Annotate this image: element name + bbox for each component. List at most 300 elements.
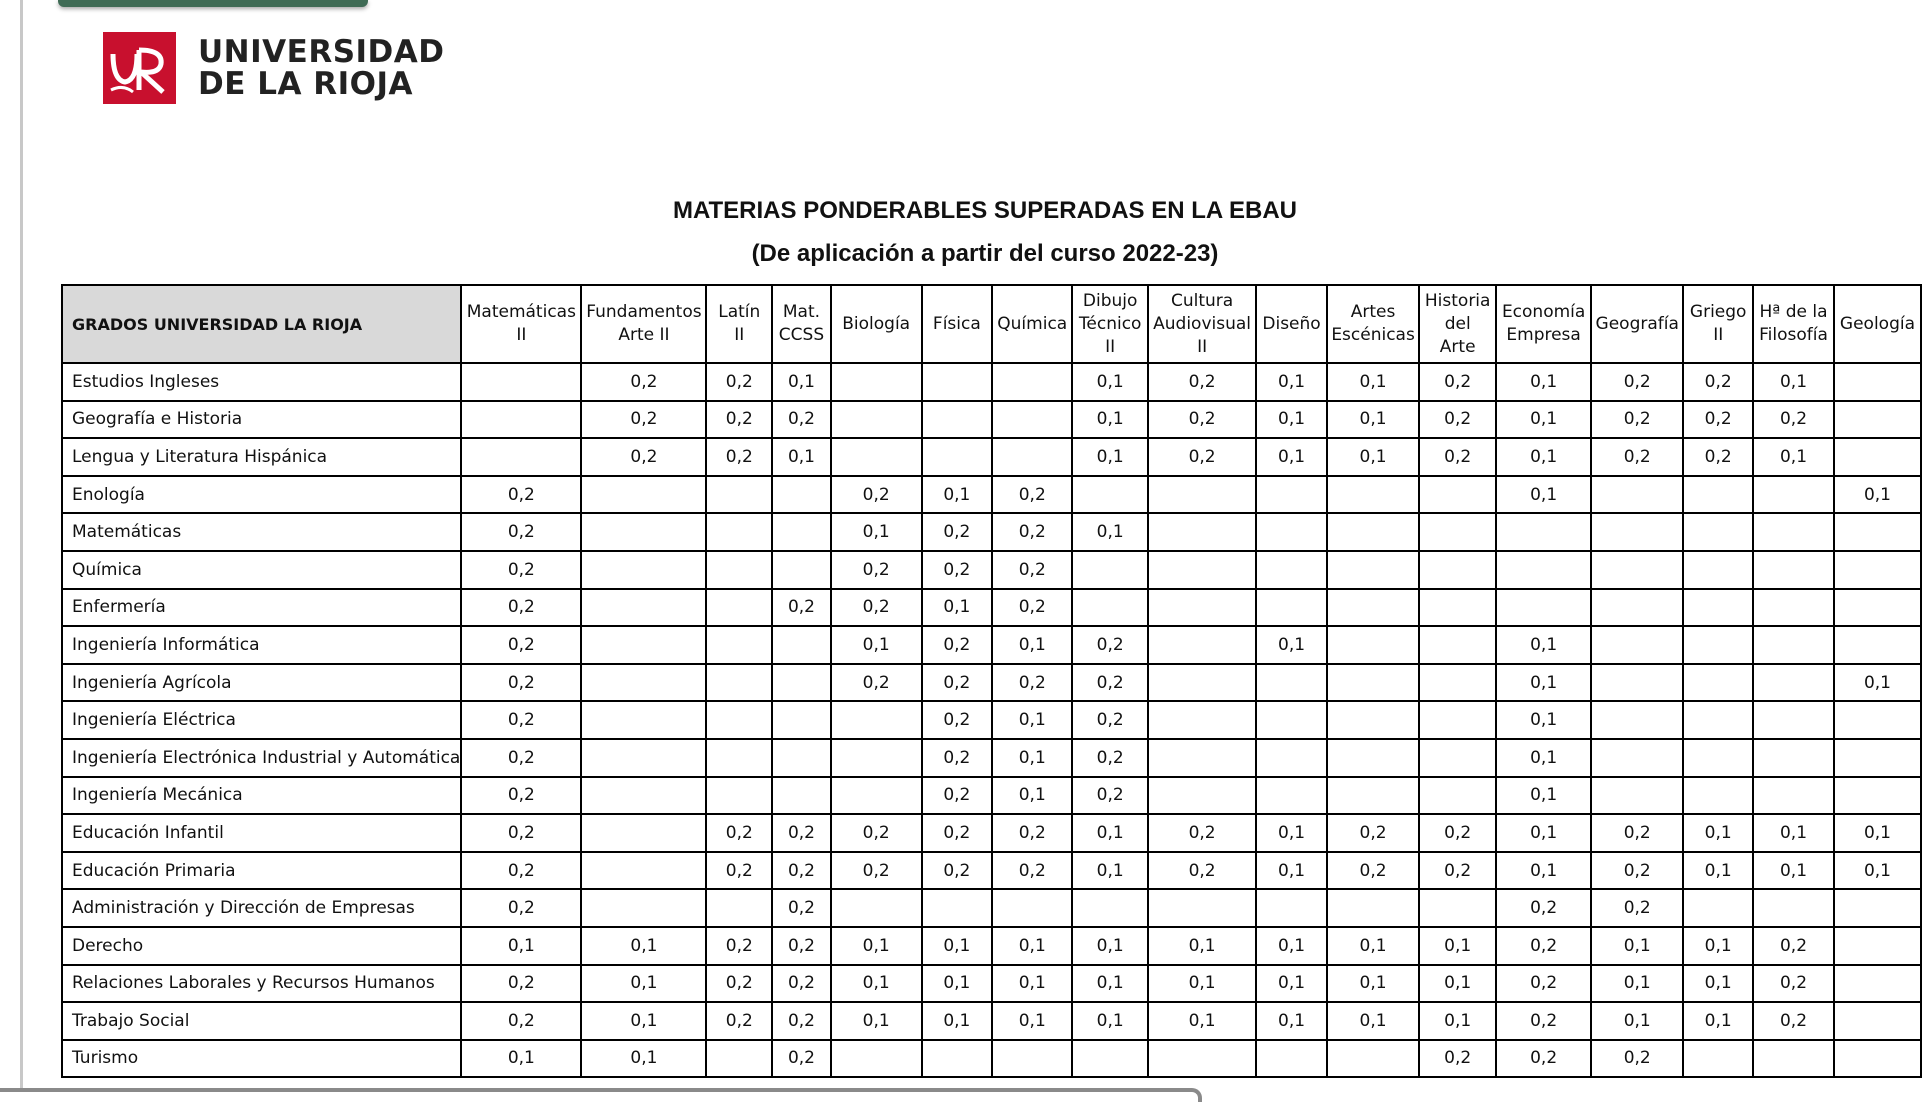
column-header-line: II (1713, 325, 1724, 345)
weight-cell (1327, 664, 1419, 702)
weight-cell: 0,2 (1591, 363, 1683, 401)
weight-cell: 0,2 (706, 965, 772, 1003)
weight-cell: 0,2 (1591, 438, 1683, 476)
weight-cell: 0,2 (581, 401, 706, 439)
weight-cell: 0,1 (1327, 363, 1419, 401)
degree-name-cell: Administración y Dirección de Empresas (62, 889, 461, 927)
document-subtitle: (De aplicación a partir del curso 2022-23) (751, 240, 1219, 267)
weight-cell (1072, 1040, 1148, 1078)
column-header-line: Griego (1689, 302, 1747, 322)
weight-cell: 0,2 (922, 664, 993, 702)
weight-cell: 0,2 (922, 814, 993, 852)
table-body (62, 363, 1921, 1077)
column-header (1327, 285, 1419, 363)
weight-cell: 0,2 (831, 814, 922, 852)
weight-cell (1327, 551, 1419, 589)
weight-cell: 0,2 (772, 401, 831, 439)
weight-cell (1683, 513, 1753, 551)
weight-cell (1753, 739, 1834, 777)
weight-cell (706, 551, 772, 589)
degree-name-cell: Enología (62, 476, 461, 514)
weight-cell (1683, 889, 1753, 927)
weight-cell (581, 551, 706, 589)
weight-cell: 0,2 (831, 664, 922, 702)
weight-cell: 0,1 (581, 927, 706, 965)
weight-cell (1683, 664, 1753, 702)
weight-cell (1327, 626, 1419, 664)
logo-line-2: DE LA RIOJA (198, 66, 414, 102)
weight-cell (1496, 551, 1591, 589)
weight-cell (1256, 664, 1327, 702)
weight-cell: 0,1 (922, 476, 993, 514)
weight-cell (831, 739, 922, 777)
table-row (62, 927, 1921, 965)
weight-cell: 0,2 (461, 664, 581, 702)
column-header (772, 285, 831, 363)
weight-cell: 0,1 (1148, 1002, 1256, 1040)
weight-cell: 0,2 (922, 626, 993, 664)
weight-cell: 0,2 (1753, 927, 1834, 965)
column-header-line: Audiovisual (1153, 313, 1252, 334)
weight-cell (461, 363, 581, 401)
weight-cell (1753, 701, 1834, 739)
weight-cell: 0,2 (706, 1002, 772, 1040)
weight-cell: 0,1 (1834, 814, 1921, 852)
column-header-line: Matemáticas (466, 302, 576, 322)
weight-cell (1148, 551, 1256, 589)
degree-name-cell: Educación Infantil (62, 814, 461, 852)
weight-cell: 0,1 (581, 1040, 706, 1078)
weight-cell (1419, 589, 1496, 627)
weight-cell: 0,1 (1327, 401, 1419, 439)
weight-cell (706, 513, 772, 551)
weight-cell: 0,2 (922, 551, 993, 589)
weight-cell: 0,2 (461, 965, 581, 1003)
weight-cell (1148, 476, 1256, 514)
weight-cell (992, 438, 1072, 476)
weight-cell (1753, 664, 1834, 702)
column-header-line: Latín (718, 302, 761, 322)
weight-cell: 0,2 (1753, 965, 1834, 1003)
weight-cell (581, 476, 706, 514)
column-header-line: Fundamentos (586, 302, 702, 322)
weight-cell (706, 664, 772, 702)
university-logo (103, 32, 445, 104)
weight-cell: 0,1 (1753, 363, 1834, 401)
weight-cell: 0,1 (1496, 814, 1591, 852)
weight-cell (706, 589, 772, 627)
weight-cell: 0,1 (1327, 927, 1419, 965)
column-header (706, 285, 772, 363)
column-header (992, 285, 1072, 363)
weight-cell (1256, 777, 1327, 815)
weight-cell (461, 438, 581, 476)
column-header (461, 285, 581, 363)
weight-cell: 0,1 (581, 965, 706, 1003)
weight-cell: 0,2 (1419, 814, 1496, 852)
weight-cell (581, 814, 706, 852)
weight-cell: 0,2 (1148, 814, 1256, 852)
weight-cell: 0,1 (581, 1002, 706, 1040)
weight-cell: 0,1 (1256, 401, 1327, 439)
degree-name-cell: Relaciones Laborales y Recursos Humanos (62, 965, 461, 1003)
weight-cell: 0,2 (772, 965, 831, 1003)
weight-cell (1256, 513, 1327, 551)
document-title: MATERIAS PONDERABLES SUPERADAS EN LA EBAU (672, 197, 1298, 224)
weight-cell (1327, 589, 1419, 627)
weight-cell: 0,2 (1148, 852, 1256, 890)
table-row (62, 1002, 1921, 1040)
weight-cell: 0,2 (772, 889, 831, 927)
degree-name-cell: Derecho (62, 927, 461, 965)
weighting-table (61, 284, 1922, 1078)
weight-cell (1327, 739, 1419, 777)
weight-cell: 0,1 (1419, 1002, 1496, 1040)
weight-cell (1834, 551, 1921, 589)
table-row (62, 701, 1921, 739)
weight-cell (1591, 476, 1683, 514)
weight-cell: 0,1 (1256, 438, 1327, 476)
table-row (62, 889, 1921, 927)
weight-cell (1496, 589, 1591, 627)
weight-cell: 0,1 (831, 626, 922, 664)
weight-cell: 0,1 (1496, 363, 1591, 401)
weight-cell: 0,1 (992, 927, 1072, 965)
weight-cell (1753, 1040, 1834, 1078)
weight-cell: 0,1 (1496, 438, 1591, 476)
weight-cell: 0,2 (1496, 965, 1591, 1003)
weight-cell (581, 589, 706, 627)
weight-cell: 0,2 (461, 777, 581, 815)
weight-cell (922, 401, 993, 439)
weight-cell: 0,1 (1256, 363, 1327, 401)
weight-cell: 0,1 (922, 927, 993, 965)
weight-cell: 0,2 (706, 363, 772, 401)
column-header-line: Historia (1424, 290, 1491, 311)
weight-cell: 0,1 (1072, 927, 1148, 965)
weight-cell: 0,2 (461, 701, 581, 739)
degree-name-cell: Estudios Ingleses (62, 363, 461, 401)
weight-cell (706, 476, 772, 514)
column-header-line: Diseño (1262, 313, 1321, 334)
weight-cell (922, 1040, 993, 1078)
weight-cell: 0,1 (1496, 777, 1591, 815)
weight-cell (1834, 513, 1921, 551)
weight-cell (1419, 739, 1496, 777)
weight-cell: 0,1 (1496, 401, 1591, 439)
column-header-line: Artes (1350, 302, 1396, 322)
weight-cell (1683, 1040, 1753, 1078)
weight-cell (1419, 476, 1496, 514)
weight-cell: 0,1 (1256, 852, 1327, 890)
column-header (831, 285, 922, 363)
weight-cell (1683, 701, 1753, 739)
weight-cell (1327, 777, 1419, 815)
weight-cell: 0,2 (992, 551, 1072, 589)
weight-cell (1256, 589, 1327, 627)
weight-cell (992, 363, 1072, 401)
weight-cell (772, 664, 831, 702)
weight-cell (1419, 513, 1496, 551)
table-header-row (62, 285, 1921, 363)
column-header-line: II (1197, 336, 1208, 357)
weight-cell: 0,2 (1327, 852, 1419, 890)
weight-cell (581, 889, 706, 927)
weight-cell (1834, 401, 1921, 439)
weight-cell: 0,2 (1072, 664, 1148, 702)
weight-cell: 0,1 (1834, 852, 1921, 890)
column-header-line: II (516, 325, 527, 345)
weight-cell: 0,1 (1591, 1002, 1683, 1040)
weight-cell: 0,1 (772, 438, 831, 476)
column-header-line: Técnico (1078, 313, 1142, 334)
weight-cell: 0,1 (1753, 814, 1834, 852)
weight-cell: 0,2 (1072, 739, 1148, 777)
weight-cell: 0,1 (1072, 814, 1148, 852)
weight-cell (1148, 889, 1256, 927)
weight-cell (1753, 513, 1834, 551)
column-header (1496, 285, 1591, 363)
degree-name-cell: Ingeniería Eléctrica (62, 701, 461, 739)
weight-cell: 0,1 (1256, 1002, 1327, 1040)
weight-cell (581, 739, 706, 777)
column-header-line: CCSS (778, 325, 825, 345)
weight-cell (1072, 551, 1148, 589)
column-header-line: Química (997, 313, 1068, 334)
weight-cell (831, 363, 922, 401)
degree-name-cell: Enfermería (62, 589, 461, 627)
weight-cell: 0,2 (1591, 889, 1683, 927)
weight-cell: 0,2 (772, 927, 831, 965)
weight-cell (992, 889, 1072, 927)
weight-cell (1256, 701, 1327, 739)
weight-cell: 0,2 (992, 589, 1072, 627)
weight-cell: 0,2 (1683, 438, 1753, 476)
weight-cell: 0,2 (831, 476, 922, 514)
table-row (62, 589, 1921, 627)
weight-cell: 0,2 (1072, 777, 1148, 815)
weight-cell (1419, 551, 1496, 589)
weight-cell (992, 1040, 1072, 1078)
weight-cell: 0,2 (1683, 363, 1753, 401)
weight-cell (1148, 664, 1256, 702)
weight-cell: 0,2 (1072, 701, 1148, 739)
weight-cell (1419, 889, 1496, 927)
table-row (62, 438, 1921, 476)
weight-cell (1256, 889, 1327, 927)
column-header-line: II (734, 325, 745, 345)
weight-cell: 0,1 (1072, 852, 1148, 890)
window-tab[interactable] (58, 0, 368, 7)
weight-cell (1327, 701, 1419, 739)
column-header-line: Dibujo (1082, 290, 1138, 311)
weight-cell: 0,2 (461, 1002, 581, 1040)
column-header (1419, 285, 1496, 363)
weight-cell: 0,2 (461, 551, 581, 589)
weight-cell: 0,2 (1753, 401, 1834, 439)
weight-cell (1256, 551, 1327, 589)
weight-cell: 0,2 (461, 476, 581, 514)
weight-cell: 0,1 (831, 965, 922, 1003)
weight-cell (1419, 664, 1496, 702)
weight-cell (581, 626, 706, 664)
table-row (62, 1040, 1921, 1078)
weight-cell (992, 401, 1072, 439)
weight-cell (1834, 626, 1921, 664)
logo-line-1: UNIVERSIDAD (198, 34, 445, 70)
weight-cell: 0,1 (1753, 852, 1834, 890)
weight-cell: 0,1 (1072, 363, 1148, 401)
weight-cell: 0,1 (1148, 927, 1256, 965)
weight-cell: 0,2 (1148, 363, 1256, 401)
weight-cell (1753, 551, 1834, 589)
weight-cell: 0,1 (1496, 701, 1591, 739)
weight-cell: 0,1 (1683, 814, 1753, 852)
weight-cell: 0,1 (1496, 852, 1591, 890)
weight-cell: 0,2 (461, 814, 581, 852)
weight-cell: 0,2 (581, 438, 706, 476)
weight-cell (706, 739, 772, 777)
column-header-line: II (1105, 336, 1116, 357)
weight-cell: 0,1 (1072, 438, 1148, 476)
weight-cell: 0,2 (1419, 401, 1496, 439)
weight-cell: 0,1 (992, 701, 1072, 739)
column-header (922, 285, 993, 363)
weight-cell (1256, 1040, 1327, 1078)
weight-cell: 0,2 (1496, 889, 1591, 927)
weight-cell: 0,1 (831, 927, 922, 965)
column-header-line: Geología (1839, 313, 1916, 334)
weight-cell: 0,1 (1256, 927, 1327, 965)
weight-cell (831, 438, 922, 476)
column-header-line: Mat. (782, 302, 821, 322)
weight-cell: 0,1 (1591, 927, 1683, 965)
weight-cell (772, 739, 831, 777)
weight-cell: 0,1 (1419, 965, 1496, 1003)
weight-cell: 0,1 (1327, 1002, 1419, 1040)
weight-cell (706, 889, 772, 927)
weight-cell: 0,2 (1419, 363, 1496, 401)
weight-cell: 0,1 (772, 363, 831, 401)
column-header-line: Filosofía (1759, 325, 1828, 345)
weight-cell (772, 626, 831, 664)
weight-cell: 0,2 (706, 927, 772, 965)
weight-cell: 0,1 (992, 626, 1072, 664)
weight-cell (1683, 589, 1753, 627)
weight-cell (831, 401, 922, 439)
weight-cell (1148, 1040, 1256, 1078)
weight-cell: 0,2 (1591, 401, 1683, 439)
column-header (1148, 285, 1256, 363)
weight-cell (1591, 589, 1683, 627)
weight-cell: 0,2 (1419, 438, 1496, 476)
weight-cell (1753, 589, 1834, 627)
weight-cell (772, 513, 831, 551)
column-header-line: del (1444, 313, 1471, 334)
weight-cell (706, 1040, 772, 1078)
table-row (62, 476, 1921, 514)
weight-cell: 0,1 (1683, 927, 1753, 965)
weight-cell (772, 701, 831, 739)
weight-cell (1834, 701, 1921, 739)
weight-cell (831, 701, 922, 739)
weight-cell: 0,2 (831, 852, 922, 890)
table-row (62, 852, 1921, 890)
weight-cell: 0,2 (772, 1002, 831, 1040)
weight-cell (1834, 589, 1921, 627)
weight-cell: 0,2 (706, 852, 772, 890)
weight-cell (706, 777, 772, 815)
weight-cell (831, 777, 922, 815)
weight-cell (1072, 889, 1148, 927)
weight-cell (1834, 438, 1921, 476)
weight-cell: 0,1 (1496, 476, 1591, 514)
table-row (62, 777, 1921, 815)
weight-cell: 0,1 (922, 1002, 993, 1040)
weight-cell: 0,1 (461, 1040, 581, 1078)
weight-cell: 0,2 (1496, 927, 1591, 965)
weight-cell (1683, 551, 1753, 589)
weight-cell: 0,1 (1072, 1002, 1148, 1040)
weight-cell: 0,2 (461, 852, 581, 890)
weight-cell (1327, 513, 1419, 551)
weight-cell: 0,2 (831, 589, 922, 627)
column-header (1683, 285, 1753, 363)
weight-cell: 0,1 (1683, 1002, 1753, 1040)
weight-cell (1834, 739, 1921, 777)
weight-cell: 0,1 (992, 777, 1072, 815)
column-header (1256, 285, 1327, 363)
weight-cell: 0,1 (1327, 965, 1419, 1003)
weight-cell: 0,1 (1256, 965, 1327, 1003)
weight-cell (831, 1040, 922, 1078)
weight-cell: 0,2 (772, 1040, 831, 1078)
weight-cell: 0,1 (1072, 965, 1148, 1003)
weight-cell (1327, 476, 1419, 514)
weight-cell: 0,1 (1591, 965, 1683, 1003)
weight-cell: 0,2 (922, 739, 993, 777)
weight-cell: 0,1 (1072, 401, 1148, 439)
weight-cell: 0,2 (1148, 438, 1256, 476)
weight-cell (1419, 701, 1496, 739)
degree-name-cell: Lengua y Literatura Hispánica (62, 438, 461, 476)
weight-cell (581, 777, 706, 815)
weight-cell: 0,1 (992, 965, 1072, 1003)
weight-cell (1327, 889, 1419, 927)
weight-cell (772, 476, 831, 514)
weight-cell (1683, 476, 1753, 514)
weight-cell (1072, 589, 1148, 627)
weight-cell: 0,1 (992, 739, 1072, 777)
column-header-line: Economía (1501, 302, 1586, 322)
table-row (62, 739, 1921, 777)
weight-cell (1148, 513, 1256, 551)
weight-cell: 0,2 (1148, 401, 1256, 439)
bottom-scroll-panel[interactable] (0, 1088, 1202, 1102)
table-corner-header: GRADOS UNIVERSIDAD LA RIOJA (62, 285, 461, 363)
weight-cell (1683, 626, 1753, 664)
weight-cell (922, 889, 993, 927)
weight-cell (1419, 777, 1496, 815)
weight-cell: 0,1 (1072, 513, 1148, 551)
weight-cell: 0,2 (772, 814, 831, 852)
weight-cell: 0,1 (1327, 438, 1419, 476)
column-header-line: Escénicas (1331, 325, 1415, 345)
weight-cell: 0,2 (922, 513, 993, 551)
weight-cell (1327, 1040, 1419, 1078)
weight-cell: 0,2 (706, 438, 772, 476)
column-header-line: Arte II (618, 325, 670, 345)
